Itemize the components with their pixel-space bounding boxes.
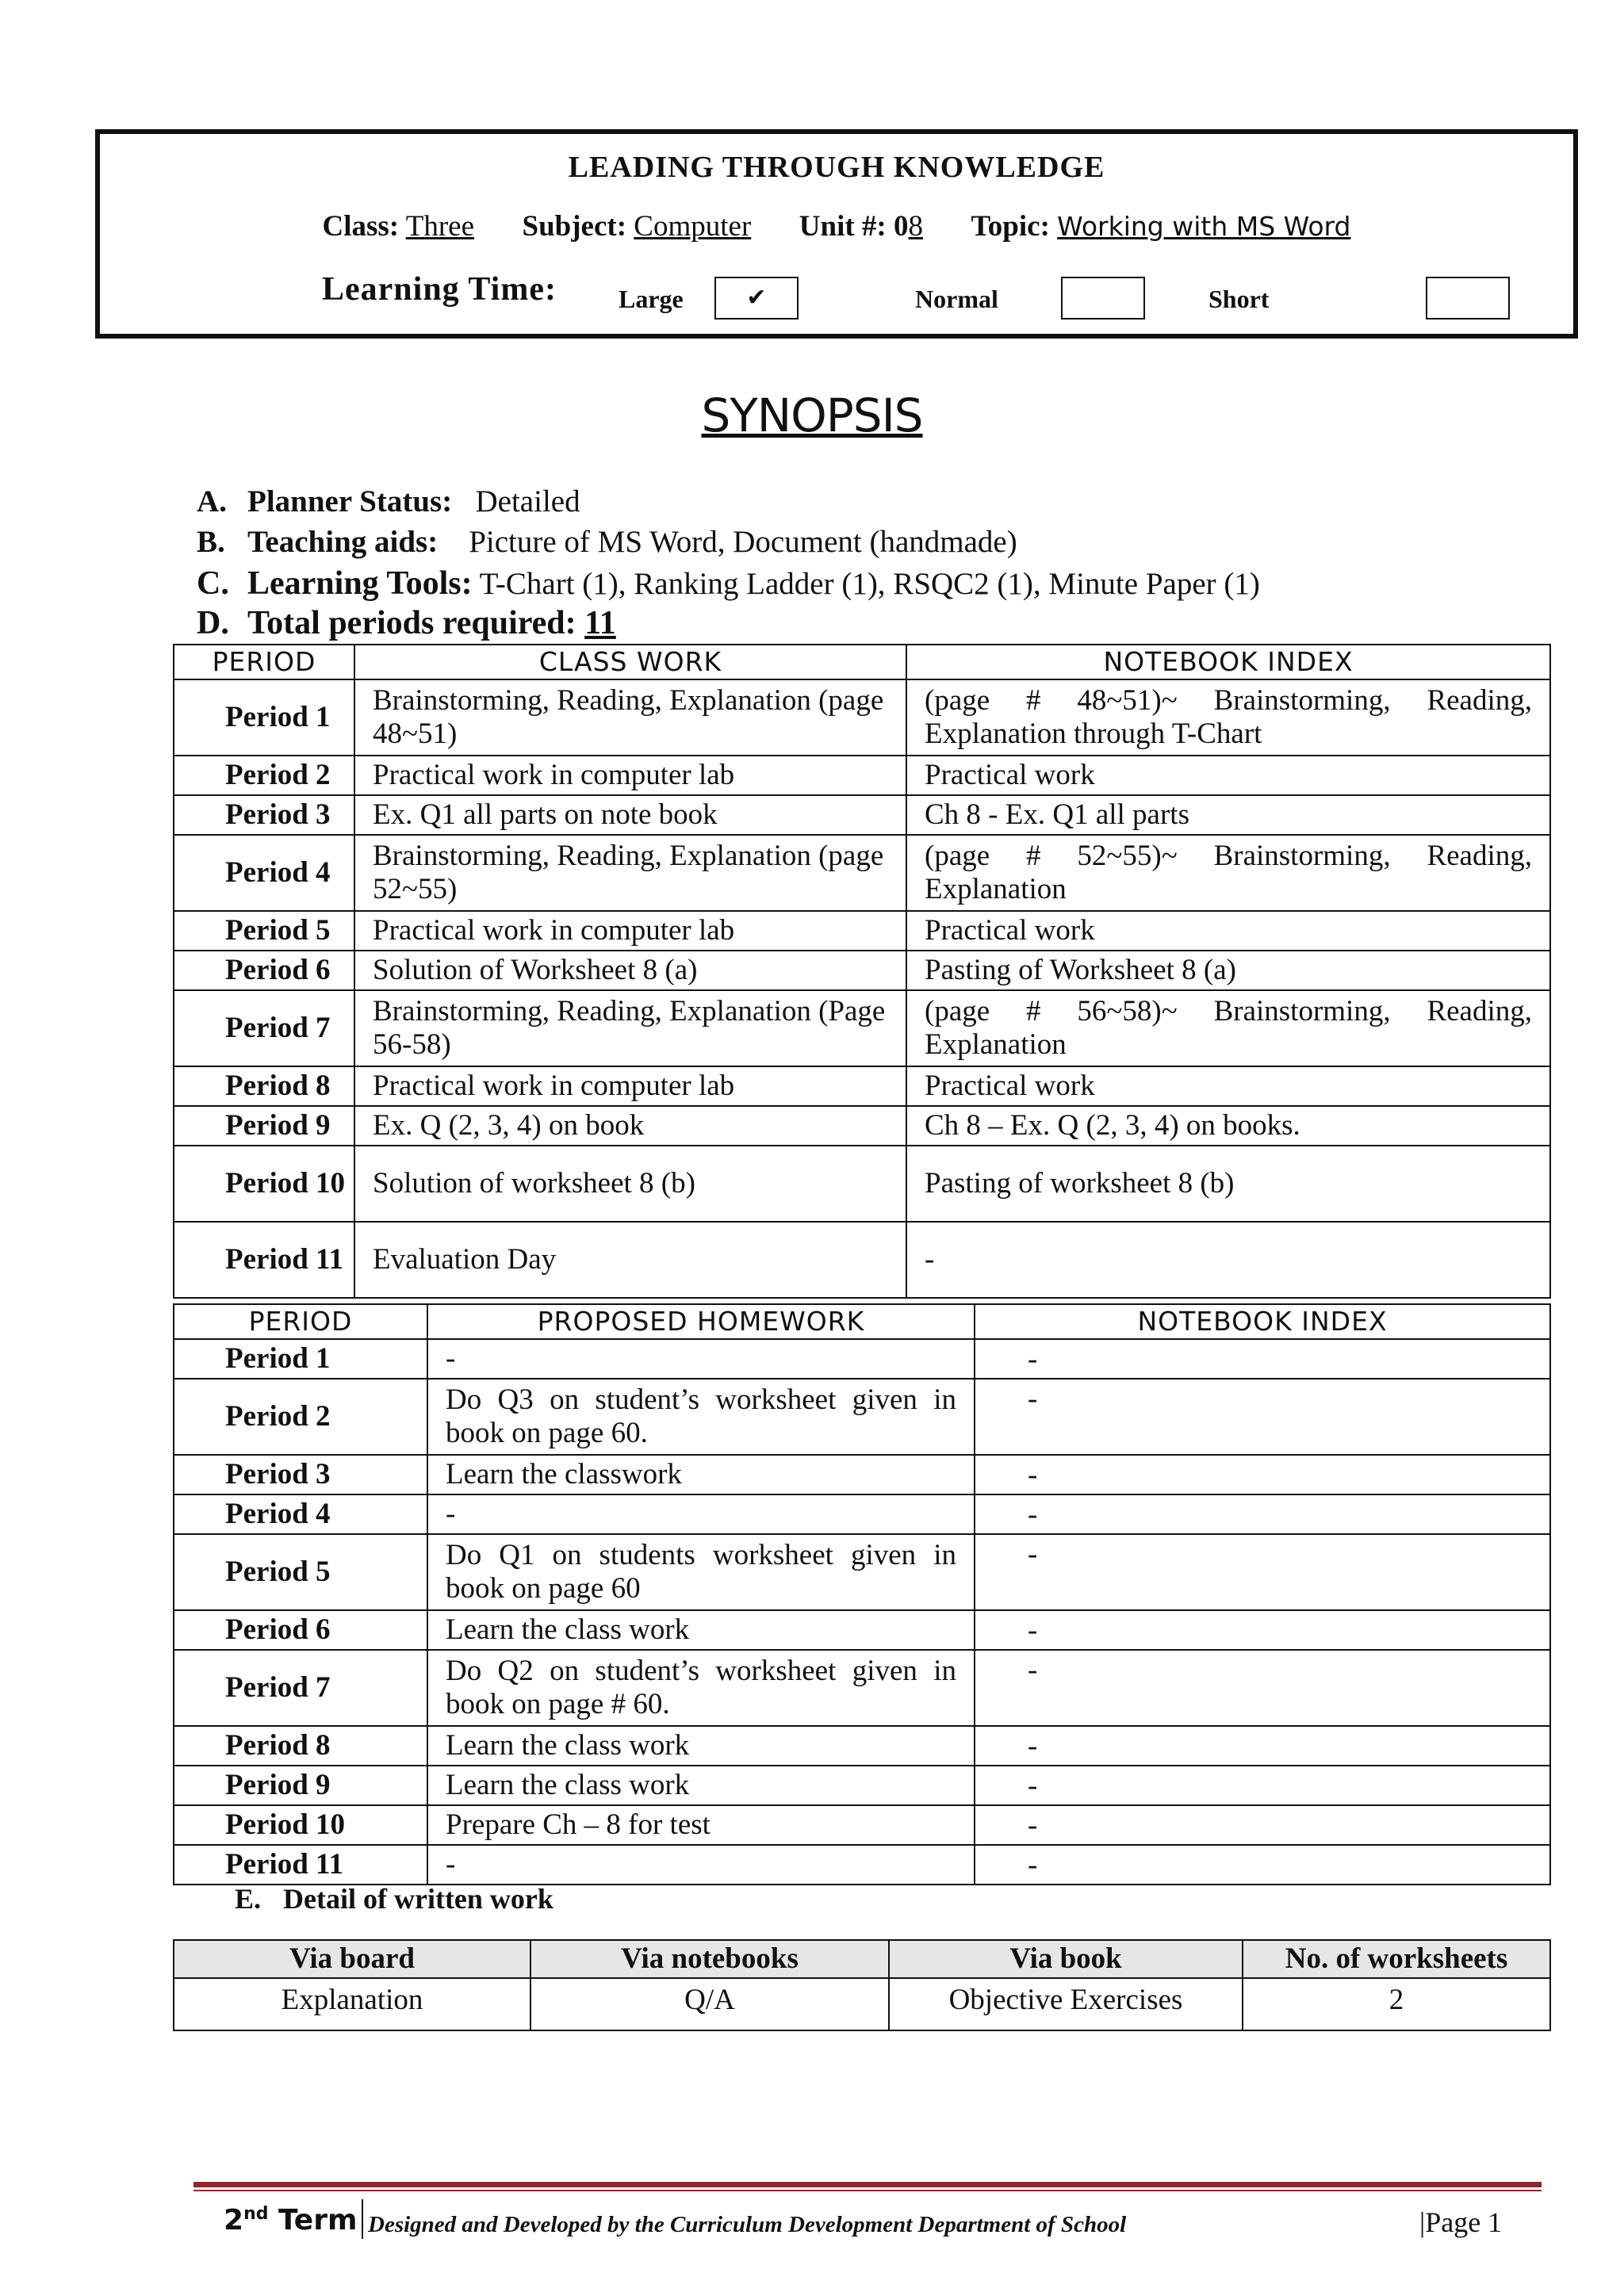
notebook-index-cell: Practical work: [906, 911, 1550, 951]
homework-cell: Do Q2 on student’s worksheet given in book on page # 60.: [427, 1650, 975, 1726]
notebook-index-cell: -: [975, 1766, 1550, 1805]
term-label: [224, 2204, 358, 2237]
item-letter: A.: [197, 484, 227, 519]
notebook-index-cell: (page # 48~51)~ Brainstorming, Reading, Explanation through T-Chart: [906, 679, 1550, 756]
table-row: [174, 1339, 1550, 1379]
item-letter: D.: [197, 605, 229, 641]
table-row: [174, 951, 1550, 990]
period-cell: Period 2: [174, 1379, 427, 1455]
column-header: No. of worksheets: [1243, 1940, 1550, 1978]
learning-tools-label: Learning Tools:: [247, 565, 473, 602]
column-header: PERIOD: [174, 1304, 427, 1339]
table-row: [174, 756, 1550, 795]
column-header: PROPOSED HOMEWORK: [427, 1304, 975, 1339]
page-number: |Page 1: [1419, 2206, 1503, 2238]
table-row: [174, 990, 1550, 1066]
via-notebooks-value: Q/A: [530, 1978, 889, 2030]
large-checkbox[interactable]: [714, 277, 799, 320]
planner-status-label: Planner Status:: [247, 484, 453, 519]
notebook-index-cell: Pasting of Worksheet 8 (a): [906, 951, 1550, 990]
notebook-index-cell: Pasting of worksheet 8 (b): [906, 1146, 1550, 1222]
classwork-cell: Brainstorming, Reading, Explanation (Page 56-58): [354, 990, 906, 1066]
notebook-index-cell: -: [975, 1494, 1550, 1534]
table-row: [174, 1534, 1550, 1610]
short-checkbox[interactable]: [1426, 277, 1510, 320]
total-periods-label: Total periods required:: [247, 605, 576, 641]
notebook-index-cell: -: [975, 1339, 1550, 1379]
table-row: [174, 1766, 1550, 1805]
footer-rule-thin: [193, 2190, 1542, 2191]
period-cell: Period 1: [174, 1339, 427, 1379]
topic-label: Topic:: [971, 210, 1050, 243]
item-letter: E.: [235, 1883, 262, 1915]
period-cell: Period 10: [174, 1146, 354, 1222]
table-row: [174, 835, 1550, 911]
period-cell: Period 9: [174, 1766, 427, 1805]
notebook-index-cell: (page # 56~58)~ Brainstorming, Reading, Explanation: [906, 990, 1550, 1066]
homework-cell: Do Q3 on student’s worksheet given in book on page 60.: [427, 1379, 975, 1455]
period-cell: Period 2: [174, 756, 354, 795]
column-header: Via board: [174, 1940, 530, 1978]
period-cell: Period 11: [174, 1845, 427, 1885]
via-board-value: Explanation: [174, 1978, 530, 2030]
header-box: [95, 129, 1578, 339]
topic-value: Working with MS Word: [1057, 211, 1351, 242]
table-row: [174, 1845, 1550, 1885]
classwork-cell: Practical work in computer lab: [354, 911, 906, 951]
column-header: NOTEBOOK INDEX: [906, 645, 1550, 679]
organization-name: LEADING THROUGH KNOWLEDGE: [568, 151, 1105, 184]
homework-cell: Do Q1 on students worksheet given in book on page 60: [427, 1534, 975, 1610]
term-word: Term: [278, 2204, 358, 2237]
table-row: [174, 1106, 1550, 1146]
table-row: [174, 1455, 1550, 1494]
footer-rule: [193, 2182, 1542, 2187]
period-cell: Period 4: [174, 1494, 427, 1534]
column-header: Via book: [889, 1940, 1243, 1978]
short-label: Short: [1208, 285, 1270, 313]
period-cell: Period 3: [174, 795, 354, 835]
notebook-index-cell: -: [975, 1610, 1550, 1650]
period-cell: Period 5: [174, 1534, 427, 1610]
planner-status-value: Detailed: [475, 484, 580, 519]
unit-value: 8: [908, 210, 924, 243]
table-row: [174, 1650, 1550, 1726]
period-cell: Period 4: [174, 835, 354, 911]
table-row: [174, 1146, 1550, 1222]
worksheet-count-value: 2: [1243, 1978, 1550, 2030]
homework-cell: -: [427, 1845, 975, 1885]
table-row: [174, 1726, 1550, 1766]
normal-label: Normal: [915, 285, 998, 313]
homework-table: [173, 1303, 1551, 1885]
notebook-index-cell: -: [975, 1650, 1550, 1726]
column-header: Via notebooks: [530, 1940, 889, 1978]
table-row: [174, 795, 1550, 835]
homework-cell: Learn the class work: [427, 1610, 975, 1650]
homework-cell: -: [427, 1339, 975, 1379]
notebook-index-cell: -: [975, 1534, 1550, 1610]
notebook-index-cell: -: [975, 1379, 1550, 1455]
written-work-heading: [235, 1882, 553, 1915]
table-row: [174, 1222, 1550, 1298]
period-cell: Period 7: [174, 1650, 427, 1726]
written-work-label: Detail of written work: [283, 1883, 553, 1915]
subject-label: Subject:: [522, 210, 627, 243]
subject-value: Computer: [634, 210, 752, 243]
column-header: PERIOD: [174, 645, 354, 679]
classwork-cell: Ex. Q1 all parts on note book: [354, 795, 906, 835]
normal-checkbox[interactable]: [1061, 277, 1145, 320]
period-cell: Period 8: [174, 1066, 354, 1106]
table-header-row: [174, 645, 1550, 679]
notebook-index-cell: Practical work: [906, 756, 1550, 795]
page-title: SYNOPSIS: [701, 388, 923, 442]
homework-cell: Prepare Ch – 8 for test: [427, 1805, 975, 1845]
teaching-aids-value: Picture of MS Word, Document (handmade): [469, 525, 1017, 559]
class-label: Class:: [322, 210, 400, 243]
table-row: [174, 1379, 1550, 1455]
classwork-cell: Solution of worksheet 8 (b): [354, 1146, 906, 1222]
table-row: [174, 1978, 1550, 2030]
notebook-index-cell: Practical work: [906, 1066, 1550, 1106]
period-cell: Period 1: [174, 679, 354, 756]
table-row: [174, 1066, 1550, 1106]
classwork-cell: Evaluation Day: [354, 1222, 906, 1298]
term-suffix: nd: [243, 2204, 269, 2224]
table-row: [174, 1494, 1550, 1534]
teaching-aids-label: Teaching aids:: [247, 525, 439, 559]
period-cell: Period 3: [174, 1455, 427, 1494]
check-icon: ✔: [746, 285, 767, 311]
item-letter: C.: [197, 565, 229, 602]
via-book-value: Objective Exercises: [889, 1978, 1243, 2030]
learning-time-label: Learning Time:: [322, 271, 557, 308]
table-row: [174, 679, 1550, 756]
column-header: CLASS WORK: [354, 645, 906, 679]
unit-label: Unit #:: [799, 210, 887, 243]
classwork-cell: Solution of Worksheet 8 (a): [354, 951, 906, 990]
period-cell: Period 5: [174, 911, 354, 951]
classwork-cell: Practical work in computer lab: [354, 756, 906, 795]
period-cell: Period 11: [174, 1222, 354, 1298]
homework-cell: -: [427, 1494, 975, 1534]
classwork-cell: Practical work in computer lab: [354, 1066, 906, 1106]
item-letter: B.: [197, 525, 225, 559]
period-cell: Period 9: [174, 1106, 354, 1146]
table-row: [174, 1610, 1550, 1650]
table-header-row: [174, 1304, 1550, 1339]
total-periods-value: 11: [584, 605, 616, 641]
period-cell: Period 8: [174, 1726, 427, 1766]
notebook-index-cell: -: [975, 1455, 1550, 1494]
period-cell: Period 10: [174, 1805, 427, 1845]
written-work-table: [173, 1939, 1551, 2031]
table-row: [174, 1805, 1550, 1845]
column-header: NOTEBOOK INDEX: [975, 1304, 1550, 1339]
table-header-row: [174, 1940, 1550, 1978]
classwork-cell: Ex. Q (2, 3, 4) on book: [354, 1106, 906, 1146]
term-number: 2: [224, 2204, 244, 2237]
period-cell: Period 7: [174, 990, 354, 1066]
notebook-index-cell: Ch 8 - Ex. Q1 all parts: [906, 795, 1550, 835]
notebook-index-cell: (page # 52~55)~ Brainstorming, Reading, Explanation: [906, 835, 1550, 911]
large-label: Large: [619, 285, 684, 313]
class-meta-row: [100, 209, 1573, 243]
notebook-index-cell: -: [975, 1845, 1550, 1885]
class-value: Three: [405, 210, 474, 243]
classwork-cell: Brainstorming, Reading, Explanation (page 48~51): [354, 679, 906, 756]
learning-tools-value: T-Chart (1), Ranking Ladder (1), RSQC2 (1), Minute Paper (1): [479, 567, 1260, 601]
footer-credit: Designed and Developed by the Curriculum Development Department of School: [368, 2212, 1127, 2237]
table-row: [174, 911, 1550, 951]
classwork-table: [173, 644, 1551, 1299]
homework-cell: Learn the class work: [427, 1766, 975, 1805]
notebook-index-cell: -: [975, 1805, 1550, 1845]
notebook-index-cell: -: [906, 1222, 1550, 1298]
unit-prefix: 0: [894, 210, 909, 243]
period-cell: Period 6: [174, 951, 354, 990]
period-cell: Period 6: [174, 1610, 427, 1650]
footer-divider: [362, 2199, 363, 2239]
notebook-index-cell: -: [975, 1726, 1550, 1766]
homework-cell: Learn the class work: [427, 1726, 975, 1766]
notebook-index-cell: Ch 8 – Ex. Q (2, 3, 4) on books.: [906, 1106, 1550, 1146]
classwork-cell: Brainstorming, Reading, Explanation (page 52~55): [354, 835, 906, 911]
homework-cell: Learn the classwork: [427, 1455, 975, 1494]
